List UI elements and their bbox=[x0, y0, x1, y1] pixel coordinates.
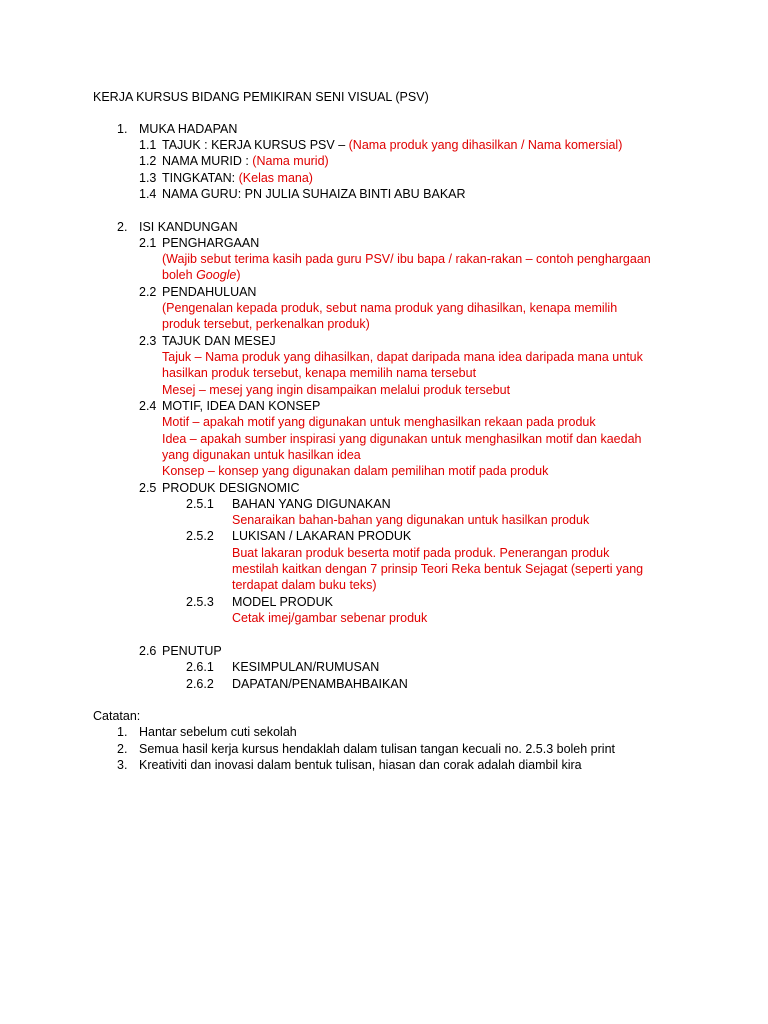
item-note: (Pengenalan kepada produk, sebut nama produk yang dihasilkan, kenapa memilih bbox=[162, 301, 618, 315]
subitem-note: Senaraikan bahan-bahan yang digunakan untuk hasilkan produk bbox=[232, 513, 590, 527]
item-note: boleh Google) bbox=[162, 268, 241, 282]
list-item bbox=[162, 153, 329, 169]
item-note: (Nama produk yang dihasilkan / Nama komersial) bbox=[348, 138, 623, 152]
item-number: 1.2 bbox=[139, 154, 157, 168]
subitem-note: Cetak imej/gambar sebenar produk bbox=[232, 611, 428, 625]
note-number: 2. bbox=[117, 742, 128, 756]
item-note: (Kelas mana) bbox=[238, 171, 313, 185]
item-note: produk tersebut, perkenalkan produk) bbox=[162, 317, 370, 331]
note-number: 3. bbox=[117, 758, 128, 772]
section-heading: ISI KANDUNGAN bbox=[139, 220, 238, 234]
subitem-label: KESIMPULAN/RUMUSAN bbox=[232, 660, 380, 674]
item-number: 1.3 bbox=[139, 171, 157, 185]
item-label: PRODUK DESIGNOMIC bbox=[162, 481, 300, 495]
item-label: PENUTUP bbox=[162, 644, 222, 658]
item-label: NAMA MURID : bbox=[162, 154, 253, 168]
item-note-emphasis: Google bbox=[196, 268, 237, 282]
item-number: 2.6 bbox=[139, 644, 157, 658]
notes-heading: Catatan: bbox=[93, 709, 141, 723]
subitem-number: 2.5.3 bbox=[186, 595, 214, 609]
section-number: 1. bbox=[117, 122, 128, 136]
subitem-note: terdapat dalam buku teks) bbox=[232, 578, 377, 592]
item-number: 2.1 bbox=[139, 236, 157, 250]
subitem-note: Buat lakaran produk beserta motif pada produk. Penerangan produk bbox=[232, 546, 610, 560]
item-note: Idea – apakah sumber inspirasi yang digunakan untuk menghasilkan motif dan kaedah bbox=[162, 432, 642, 446]
subitem-label: DAPATAN/PENAMBAHBAIKAN bbox=[232, 677, 408, 691]
item-number: 2.4 bbox=[139, 399, 157, 413]
subitem-number: 2.5.2 bbox=[186, 529, 214, 543]
item-number: 1.4 bbox=[139, 187, 157, 201]
item-number: 1.1 bbox=[139, 138, 157, 152]
item-label: PENDAHULUAN bbox=[162, 285, 257, 299]
item-label: PENGHARGAAN bbox=[162, 236, 260, 250]
item-note: hasilkan produk tersebut, kenapa memilih nama tersebut bbox=[162, 366, 477, 380]
item-number: 2.3 bbox=[139, 334, 157, 348]
list-item bbox=[162, 137, 622, 153]
item-note: Motif – apakah motif yang digunakan untuk menghasilkan rekaan pada produk bbox=[162, 415, 596, 429]
subitem-label: BAHAN YANG DIGUNAKAN bbox=[232, 497, 391, 511]
subitem-number: 2.5.1 bbox=[186, 497, 214, 511]
item-note: Mesej – mesej yang ingin disampaikan melalui produk tersebut bbox=[162, 383, 511, 397]
note-text: Semua hasil kerja kursus hendaklah dalam tulisan tangan kecuali no. 2.5.3 boleh print bbox=[139, 742, 615, 756]
section-heading: MUKA HADAPAN bbox=[139, 122, 238, 136]
subitem-label: MODEL PRODUK bbox=[232, 595, 333, 609]
item-number: 2.5 bbox=[139, 481, 157, 495]
note-text: Hantar sebelum cuti sekolah bbox=[139, 725, 297, 739]
list-item bbox=[162, 170, 313, 186]
section-number: 2. bbox=[117, 220, 128, 234]
item-number: 2.2 bbox=[139, 285, 157, 299]
subitem-note: mestilah kaitkan dengan 7 prinsip Teori Reka bentuk Sejagat (seperti yang bbox=[232, 562, 644, 576]
item-label: NAMA GURU: PN JULIA SUHAIZA BINTI ABU BAKAR bbox=[162, 187, 466, 201]
item-note: Konsep – konsep yang digunakan dalam pemilihan motif pada produk bbox=[162, 464, 549, 478]
item-note: yang digunakan untuk hasilkan idea bbox=[162, 448, 361, 462]
item-label: TAJUK : KERJA KURSUS PSV – bbox=[162, 138, 349, 152]
document-title: KERJA KURSUS BIDANG PEMIKIRAN SENI VISUAL (PSV) bbox=[93, 90, 429, 104]
item-note: Tajuk – Nama produk yang dihasilkan, dapat daripada mana idea daripada mana untuk bbox=[162, 350, 643, 364]
subitem-label: LUKISAN / LAKARAN PRODUK bbox=[232, 529, 412, 543]
note-number: 1. bbox=[117, 725, 128, 739]
item-note: (Wajib sebut terima kasih pada guru PSV/ ibu bapa / rakan-rakan – contoh penghargaan bbox=[162, 252, 651, 266]
item-note: (Nama murid) bbox=[252, 154, 329, 168]
note-text: Kreativiti dan inovasi dalam bentuk tulisan, hiasan dan corak adalah diambil kira bbox=[139, 758, 582, 772]
item-label: MOTIF, IDEA DAN KONSEP bbox=[162, 399, 321, 413]
item-label: TINGKATAN: bbox=[162, 171, 239, 185]
item-label: TAJUK DAN MESEJ bbox=[162, 334, 276, 348]
subitem-number: 2.6.1 bbox=[186, 660, 214, 674]
subitem-number: 2.6.2 bbox=[186, 677, 214, 691]
